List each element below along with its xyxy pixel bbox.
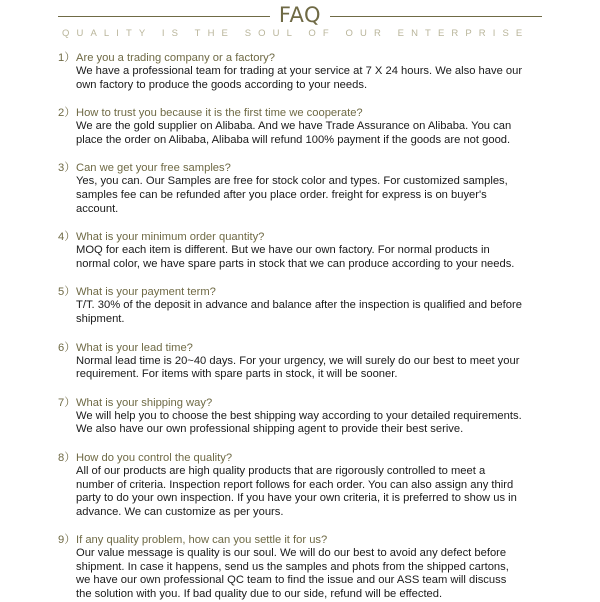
header-rule-left xyxy=(58,16,270,17)
faq-number: 1） xyxy=(58,52,76,64)
faq-answer: Our value message is quality is our soul. We will do our best to avoid any defect before shipment. In case it happens, send us the samples and phots from the shipped cartons, we have our own professional QC team to find the issue and our ASS team will discuss the solution with you. If bad quality due to our side, refund will be effected. xyxy=(76,547,509,601)
faq-question-text: If any quality problem, how can you settle it for us? xyxy=(76,534,328,547)
faq-question-text: How do you control the quality? xyxy=(76,451,233,464)
faq-question xyxy=(58,52,548,65)
faq-item-4 xyxy=(58,231,548,271)
faq-answer: T/T. 30% of the deposit in advance and balance after the inspection is qualified and before shipment. xyxy=(76,299,522,325)
faq-answer: We will help you to choose the best shipping way according to your detailed requirements. We also have our own professional shipping agent to provide their best serive. xyxy=(76,409,522,436)
faq-question xyxy=(58,342,548,355)
faq-answer: We have a professional team for trading at your service at 7 X 24 hours. We also have our own factory to produce the goods according to your needs. xyxy=(76,65,523,91)
header-rule-right xyxy=(330,16,542,17)
faq-question-text: Are you a trading company or a factory? xyxy=(76,52,275,64)
faq-answer: All of our products are high quality products that are rigorously controlled to meet a number of criteria. Inspection report follows for each order. You can also assign any third party to do your own inspection. If you have your own criteria, it is preferred to show us in advance. We can customize as per yours. xyxy=(76,464,517,518)
faq-number: 6） xyxy=(58,341,76,354)
faq-answer: We are the gold supplier on Alibaba. And we have Trade Assurance on Alibaba. You can place the order on Alibaba, Alibaba will refund 100% payment if the goods are not good. xyxy=(76,120,512,146)
faq-number: 8） xyxy=(58,451,76,464)
faq-item-1 xyxy=(58,52,548,92)
faq-item-7 xyxy=(58,397,548,437)
faq-question xyxy=(58,231,548,244)
faq-question xyxy=(58,534,548,547)
faq-answer: Normal lead time is 20~40 days. For your urgency, we will surely do our best to meet your requirement. For items with spare parts in stock, it will be sooner. xyxy=(76,354,520,381)
faq-question xyxy=(58,162,548,175)
faq-question xyxy=(58,452,548,465)
faq-list xyxy=(58,52,548,602)
faq-item-6 xyxy=(58,342,548,382)
faq-answer: MOQ for each item is different. But we have our own factory. For normal products in normal color, we have spare parts in stock that we can produce according to your needs. xyxy=(76,244,515,270)
page-subtitle: QUALITY IS THE SOUL OF OUR ENTERPRISE xyxy=(62,28,530,39)
faq-item-5 xyxy=(58,286,548,326)
faq-number: 9） xyxy=(58,534,76,547)
faq-item-9 xyxy=(58,534,548,601)
faq-question xyxy=(58,107,548,120)
faq-question-text: How to trust you because it is the first time we cooperate? xyxy=(76,107,363,120)
faq-item-2 xyxy=(58,107,548,147)
faq-header xyxy=(0,0,600,48)
faq-number: 3） xyxy=(58,162,76,175)
faq-answer: Yes, you can. Our Samples are free for stock color and types. For customized samples, samples fee can be refunded after you place order. freight for express is on buyer's account. xyxy=(76,175,508,215)
faq-question-text: What is your lead time? xyxy=(76,341,193,354)
faq-question xyxy=(58,397,548,410)
faq-question-text: What is your payment term? xyxy=(76,286,216,299)
faq-item-8 xyxy=(58,452,548,519)
faq-item-3 xyxy=(58,162,548,216)
faq-question-text: What is your minimum order quantity? xyxy=(76,231,265,244)
faq-question-text: Can we get your free samples? xyxy=(76,162,231,175)
faq-question xyxy=(58,286,548,299)
faq-number: 4） xyxy=(58,231,76,244)
faq-number: 5） xyxy=(58,286,76,299)
faq-number: 7） xyxy=(58,396,76,409)
faq-question-text: What is your shipping way? xyxy=(76,396,213,409)
page-title: FAQ xyxy=(278,3,322,27)
faq-number: 2） xyxy=(58,107,76,120)
